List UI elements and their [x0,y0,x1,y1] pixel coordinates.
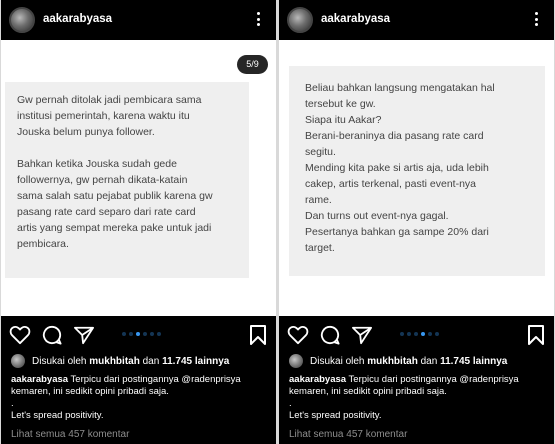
text-line: Beliau bahkan langsung mengatakan hal [305,82,495,94]
more-options-icon[interactable] [533,12,539,28]
text-line: cakep, artis terkenal, pasti event-nya [305,178,477,190]
text-card [289,66,545,276]
text-card [5,82,249,278]
caption-text: . [11,398,14,409]
likes-prefix: Disukai oleh [310,355,365,367]
caption-text: Let's spread positivity. [11,410,104,421]
liker-avatar [11,354,25,368]
username[interactable]: aakarabyasa [321,13,391,25]
carousel-dots [400,332,439,336]
caption [11,374,271,422]
caption-text: kemaren, ini sedikit opini pribadi saja. [289,386,447,397]
caption-username[interactable]: aakarabyasa [11,374,69,385]
action-bar [1,322,276,348]
text-line: Berani-beraninya dia pasang rate card [305,130,484,142]
text-line: rame. [305,194,332,206]
caption-text: Terpicu dari postingannya @radenprisya [348,374,519,385]
comment-icon[interactable] [41,325,63,345]
liker-avatar [289,354,303,368]
caption-username[interactable]: aakarabyasa [289,374,347,385]
text-line: institusi pemerintah, karena waktu itu [17,110,190,122]
comment-icon[interactable] [319,325,341,345]
text-line: pasang rate card separo dari rate card [17,206,196,218]
post-image[interactable] [279,40,554,316]
post-header [1,0,276,40]
likes-row[interactable] [11,352,273,370]
username[interactable]: aakarabyasa [43,13,113,25]
likes-count[interactable]: 11.745 lainnya [440,355,508,367]
text-line: Pesertanya bahkan ga sampe 20% dari [305,226,489,238]
view-comments-link[interactable]: Lihat semua 457 komentar [289,429,408,440]
caption-text: kemaren, ini sedikit opini pribadi saja. [11,386,169,397]
likes-count[interactable]: 11.745 lainnya [162,355,230,367]
share-icon[interactable] [351,325,373,345]
likes-prefix: Disukai oleh [32,355,87,367]
more-options-icon[interactable] [255,12,261,28]
bookmark-icon[interactable] [249,324,267,346]
text-line: segitu. [305,146,336,158]
post-image[interactable] [1,40,276,316]
text-line: target. [305,242,335,254]
bookmark-icon[interactable] [527,324,545,346]
text-line: pembicara. [17,238,69,250]
view-comments-link[interactable]: Lihat semua 457 komentar [11,429,130,440]
liker-username[interactable]: mukhbitah [89,355,140,367]
likes-and: dan [420,355,438,367]
text-line: Siapa itu Aakar? [305,114,382,126]
likes-row[interactable] [289,352,551,370]
slide-counter-badge: 5/9 [237,55,268,74]
heart-icon[interactable] [287,325,309,345]
text-line: Dan turns out event-nya gagal. [305,210,449,222]
likes-and: dan [142,355,160,367]
caption-text: Let's spread positivity. [289,410,382,421]
text-line: sama salah satu pejabat publik karena gw [17,190,213,202]
text-line: Bahkan ketika Jouska sudah gede [17,158,177,170]
avatar[interactable] [287,7,313,33]
liker-username[interactable]: mukhbitah [367,355,418,367]
text-line: followernya, gw pernah dikata-katain [17,174,188,186]
post-panel-left [1,0,276,444]
caption-text: . [289,398,292,409]
text-line: Jouska belum punya follower. [17,126,155,138]
caption-text: Terpicu dari postingannya @radenprisya [70,374,241,385]
text-line: Gw pernah ditolak jadi pembicara sama [17,94,202,106]
text-line: artis yang sempat mereka pake untuk jadi [17,222,212,234]
post-panel-right [279,0,554,444]
action-bar [279,322,554,348]
avatar[interactable] [9,7,35,33]
caption [289,374,549,422]
heart-icon[interactable] [9,325,31,345]
post-header [279,0,554,40]
carousel-dots [122,332,161,336]
text-line: tersebut ke gw. [305,98,376,110]
share-icon[interactable] [73,325,95,345]
text-line: Mending kita pake si artis aja, uda lebih [305,162,489,174]
